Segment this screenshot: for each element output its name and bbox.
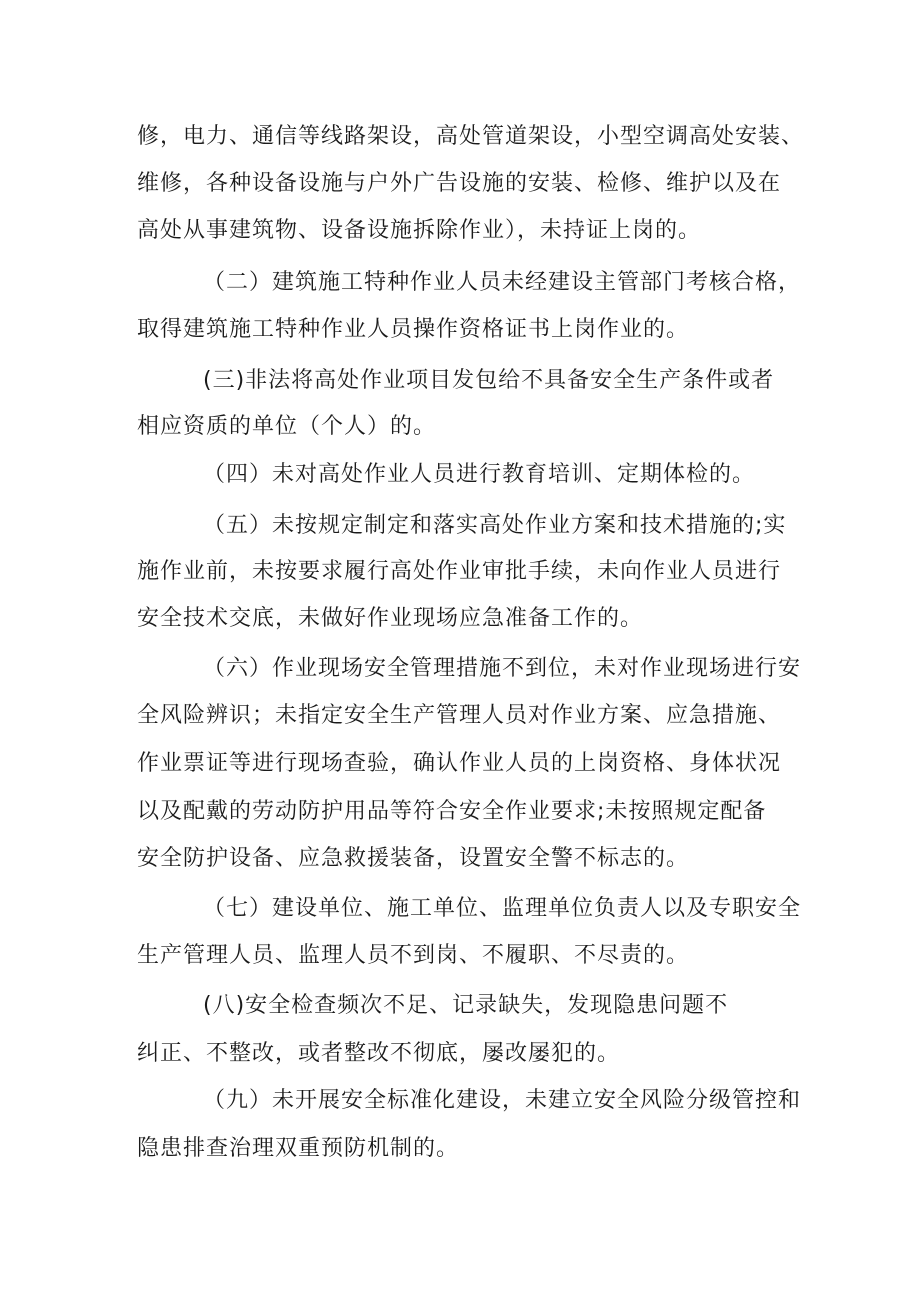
text-line: 作业票证等进行现场查验，确认作业人员的上岗资格、身体状况 [137, 751, 782, 776]
text-line: 维修，各种设备设施与户外广告设施的安装、检修、维护以及在 [137, 171, 782, 196]
text-line: 隐患排查治理双重预防机制的。 [137, 1136, 460, 1161]
text-line: 生产管理人员、监理人员不到岗、不履职、不尽责的。 [137, 943, 690, 968]
text-line: 施作业前，未按要求履行高处作业审批手续，未向作业人员进行 [137, 559, 782, 584]
text-line: （九）未开展安全标准化建设，未建立安全风险分级管控和 [203, 1088, 802, 1113]
text-line: 全风险辨识；未指定安全生产管理人员对作业方案、应急措施、 [137, 703, 782, 728]
text-line: (八)安全检查频次不足、记录缺失，发现隐患问题不 [203, 993, 729, 1018]
text-line: 高处从事建筑物、设备设施拆除作业），未持证上岗的。 [137, 218, 702, 243]
text-line: （五）未按规定制定和落实高处作业方案和技术措施的;实 [203, 513, 787, 538]
text-line: （二）建筑施工特种作业人员未经建设主管部门考核合格， [203, 270, 802, 295]
text-line: 安全技术交底，未做好作业现场应急准备工作的。 [137, 606, 644, 631]
text-line: 相应资质的单位（个人）的。 [137, 414, 437, 439]
text-line: （四）未对高处作业人员进行教育培训、定期体检的。 [203, 462, 756, 487]
text-line: （六）作业现场安全管理措施不到位，未对作业现场进行安 [203, 656, 802, 681]
text-line: 修，电力、通信等线路架设，高处管道架设，小型空调高处安装、 [137, 124, 805, 149]
text-line: （七）建设单位、施工单位、监理单位负责人以及专职安全 [203, 896, 802, 921]
text-line: (三)非法将高处作业项目发包给不具备安全生产条件或者 [203, 368, 775, 393]
text-line: 安全防护设备、应急救援装备，设置安全警不标志的。 [137, 846, 690, 871]
text-line: 纠正、不整改，或者整改不彻底，屡改屡犯的。 [137, 1041, 621, 1066]
text-line: 以及配戴的劳动防护用品等符合安全作业要求;未按照规定配备 [137, 799, 767, 824]
text-line: 取得建筑施工特种作业人员操作资格证书上岗作业的。 [137, 317, 690, 342]
